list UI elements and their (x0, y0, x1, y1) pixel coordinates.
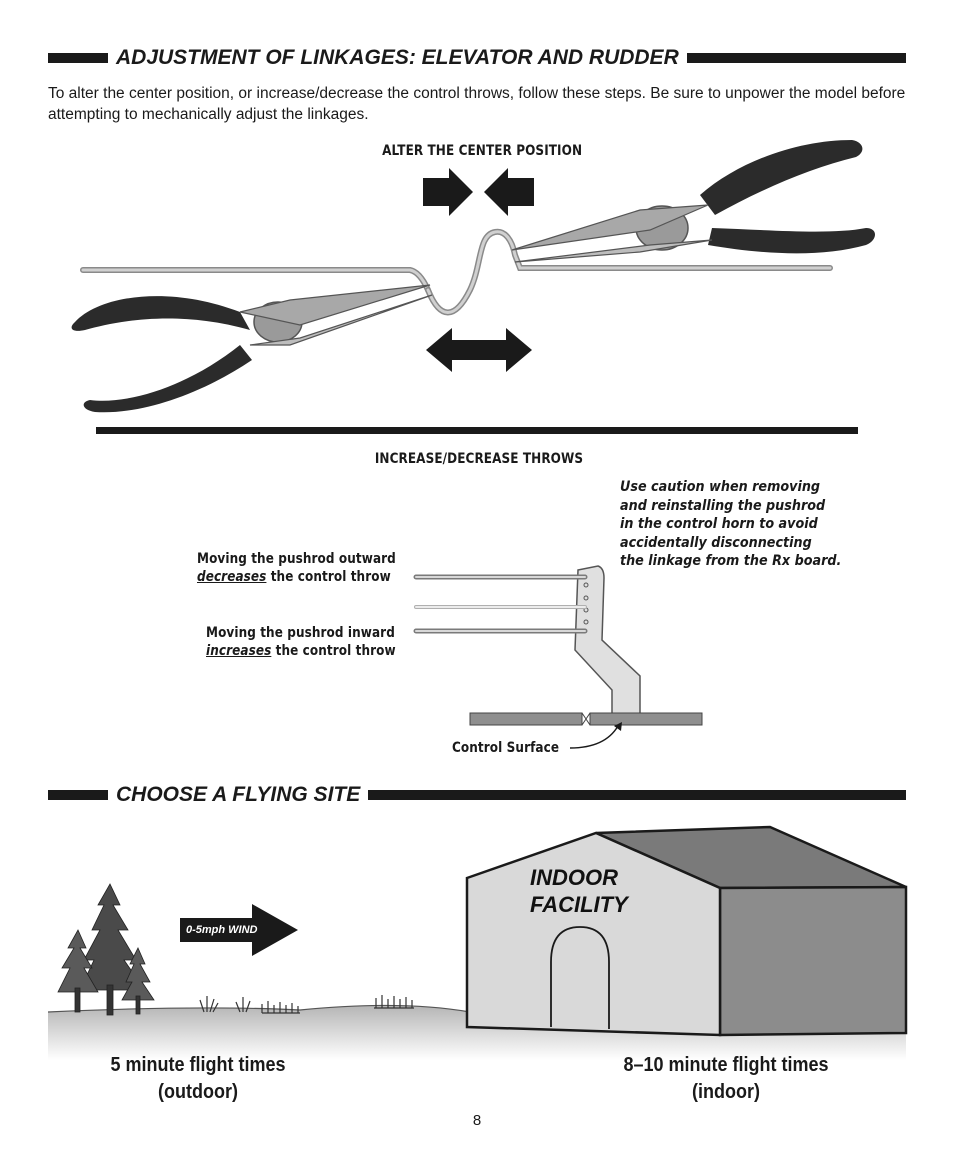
outward-rest: the control throw (266, 569, 391, 585)
arrow-right-icon (423, 168, 473, 216)
wind-label: 0-5mph WIND (186, 924, 258, 936)
throws-heading: INCREASE/DECREASE THROWS (374, 451, 584, 467)
inward-effect (206, 642, 396, 660)
page-number: 8 (472, 1112, 482, 1129)
plier-icon (72, 285, 432, 412)
intro-paragraph: To alter the center position, or increase/decrease the control throws, follow these steps. Be sure to unpower the model before attempting to mechanically adjust the linkages. (48, 85, 906, 123)
control-surface-pointer (570, 726, 618, 748)
indoor-facility-sign (530, 864, 628, 918)
outdoor-caption-line: 5 minute flight times (110, 1054, 286, 1076)
header-bar-left (48, 790, 108, 800)
caution-line: accidentally disconnecting (620, 534, 812, 551)
indoor-caption (600, 1052, 852, 1106)
building-icon (467, 827, 906, 1035)
double-arrow-icon (426, 328, 532, 372)
caution-line: the linkage from the Rx board. (620, 553, 842, 569)
indoor-sign-line: INDOOR (530, 865, 618, 890)
outward-line: Moving the pushrod outward (197, 551, 396, 567)
outward-effect (197, 568, 396, 586)
outward-em: decreases (197, 569, 267, 585)
center-position-heading: ALTER THE CENTER POSITION (382, 143, 583, 159)
outward-label (197, 550, 396, 586)
caution-line: in the control horn to avoid (620, 516, 818, 532)
inward-label (206, 624, 396, 660)
outdoor-caption-line: (outdoor) (158, 1081, 238, 1103)
caution-note (620, 478, 841, 571)
header-bar-right (368, 790, 906, 800)
inward-rest: the control throw (271, 643, 396, 659)
section-title: ADJUSTMENT OF LINKAGES: ELEVATOR AND RUDDER (116, 46, 679, 69)
diagram-divider (96, 427, 858, 434)
pushrod-lines (416, 577, 585, 631)
control-horn-icon (575, 566, 640, 714)
control-surface-label: Control Surface (452, 740, 560, 756)
control-surface-icon (470, 713, 702, 725)
inward-line: Moving the pushrod inward (206, 625, 395, 641)
indoor-sign-line: FACILITY (530, 892, 628, 917)
inward-em: increases (206, 643, 272, 659)
indoor-caption-line: (indoor) (692, 1081, 760, 1103)
caution-line: and reinstalling the pushrod (620, 497, 826, 514)
section-header-flying-site (48, 783, 906, 807)
caution-line: Use caution when removing (620, 479, 821, 495)
arrow-left-icon (484, 168, 534, 216)
indoor-caption-line: 8–10 minute flight times (623, 1054, 829, 1076)
section-title: CHOOSE A FLYING SITE (116, 783, 361, 806)
outdoor-caption (81, 1052, 315, 1106)
